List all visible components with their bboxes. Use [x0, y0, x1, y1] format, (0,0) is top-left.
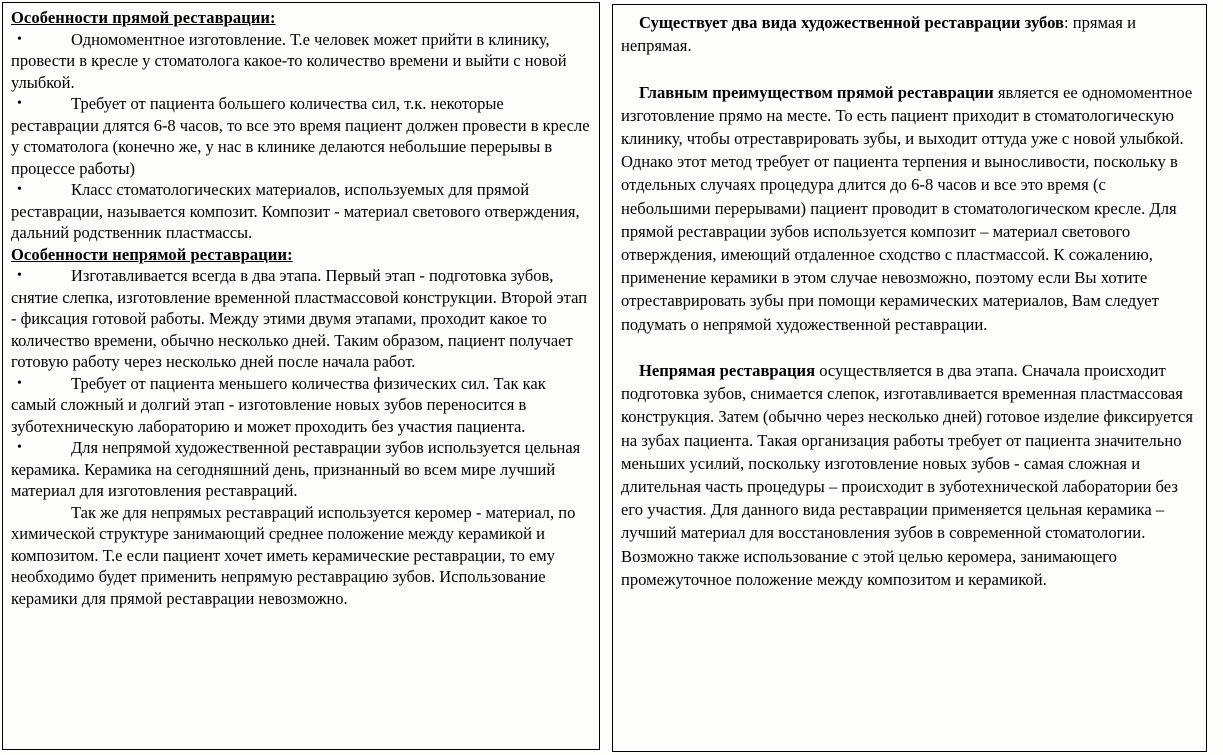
- left-closing-paragraph: Так же для непрямых реставраций используется керомер - материал, по химической структуре занимающий среднее положение между керамикой и композитом. Т.е если пациент хочет иметь керамические реставрации, то ему необходимо будет применить непрямую реставрацию зубов. Использование керамики для прямой реставрации невозможно.: [11, 502, 576, 608]
- list-item: [11, 437, 593, 502]
- list-item: [11, 179, 593, 244]
- list-item: [11, 265, 593, 373]
- bullet-icon: •: [17, 375, 22, 391]
- left-text-panel: [2, 2, 600, 750]
- paragraph-spacer: [621, 336, 1196, 359]
- bullet-icon: •: [17, 268, 22, 283]
- paragraph-direct-advantage: [621, 81, 1196, 336]
- list-item-text: Требует от пациента меньшего количества физических сил. Так как самый сложный и долгий этап - изготовление новых зубов переносится в зуботехническую лабораторию и может проходить без участия пациента.: [11, 373, 546, 436]
- list-item: [11, 29, 593, 94]
- paragraph-body: является ее одномоментное изготовление прямо на месте. То есть пациент приходит в стоматологическую клинику, чтобы отреставрировать зубы, и выходит оттуда уже с новой улыбкой. Однако этот метод требует от пациента терпения и выносливости, поскольку в отдельных случаях процедура длится до 6-8 часов и все это время (с небольшими перерывами) пациент проводит в стоматологическом кресле. Для прямой реставрации зубов используется композит – материал светового отверждения, имеющий отдаленное сходство с пластмассой. К сожалению, применение керамики в этом случае невозможно, поэтому если Вы хотите отреставрировать зубы при помощи керамических материалов, Вам следует подумать о непрямой художественной реставрации.: [621, 82, 1193, 334]
- list-item-text: Одномоментное изготовление. Т.е человек может прийти в клинику, провести в кресле у стоматолога какое-то количество времени и выйти с новой улыбкой.: [11, 29, 567, 92]
- bullet-icon: •: [17, 96, 22, 111]
- heading-direct-restoration: Особенности прямой реставрации:: [11, 8, 276, 27]
- paragraph-restoration-types: [621, 11, 1196, 57]
- paragraph-lead-bold: Непрямая реставрация: [639, 361, 816, 381]
- list-item: [11, 373, 593, 438]
- right-text-panel: [612, 4, 1207, 752]
- list-item-text: Для непрямой художественной реставрации зубов используется цельная керамика. Керамика на сегодняшний день, признанный во всем мире лучший материал для изготовления реставраций.: [11, 438, 581, 500]
- list-item-text: Класс стоматологических материалов, используемых для прямой реставрации, называется композит. Композит - материал светового отверждения, дальний родственник пластмассы.: [11, 180, 580, 242]
- list-item-text: Требует от пациента большего количества сил, т.к. некоторые реставрации длятся 6-8 часов, то все это время пациент должен провести в кресле у стоматолога (конечно же, у нас в клинике делаются небольшие перерывы в процессе работы): [11, 94, 590, 178]
- left-panel-content: [3, 3, 599, 609]
- paragraph-indirect-restoration: [621, 359, 1196, 591]
- list-item: [11, 93, 593, 179]
- bullet-icon: •: [17, 440, 22, 455]
- right-panel-content: [613, 5, 1206, 591]
- paragraph-spacer: [621, 57, 1196, 80]
- bullet-icon: •: [17, 31, 22, 47]
- paragraph-body: осуществляется в два этапа. Сначала происходит подготовка зубов, снимается слепок, изготавливается временная пластмассовая конструкция. Затем (обычно через несколько дней) готовое изделие фиксируется на зубах пациента. Такая организация работы требует от пациента значительно меньших усилий, поскольку изготовление новых зубов - самая сложная и длительная часть процедуры – происходит в зуботехнической лаборатории без его участия. Для данного вида реставрации применяется цельная керамика – лучший материал для восстановления зубов в современной стоматологии. Возможно также использование с этой целью керомера, занимающего промежуточное положение между композитом и керамикой.: [621, 361, 1193, 589]
- paragraph-lead-bold: Существует два вида художественной реставрации зубов: [639, 13, 1064, 32]
- heading-indirect-restoration: Особенности непрямой реставрации:: [11, 244, 293, 264]
- paragraph-lead-bold: Главным преимуществом прямой реставрации: [639, 82, 994, 102]
- bullet-icon: •: [17, 182, 22, 197]
- list-item-text: Изготавливается всегда в два этапа. Первый этап - подготовка зубов, снятие слепка, изготовление временной пластмассовой конструкции. Второй этап - фиксация готовой работы. Между этими двумя этапами, проходит какое то количество времени, обычно несколько дней. Таким образом, пациент получает готовую работу через несколько дней после начала работ.: [11, 266, 588, 371]
- paragraph-body: : прямая и непрямая.: [621, 13, 1136, 56]
